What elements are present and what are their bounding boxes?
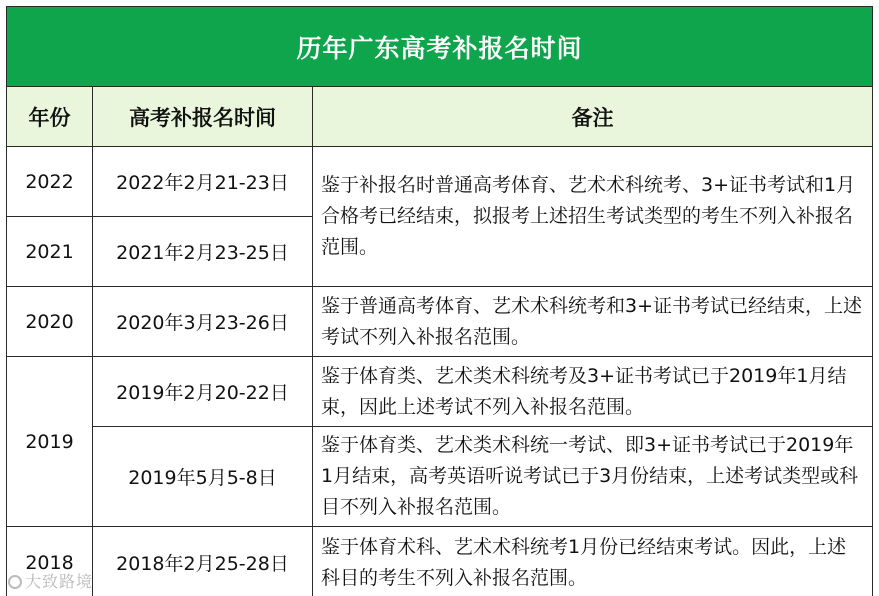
date-cell: 2022年2月21-23日 bbox=[93, 147, 313, 217]
watermark-text: 大致路境 bbox=[25, 572, 94, 591]
year-cell: 2020 bbox=[7, 287, 93, 357]
table-row bbox=[7, 357, 873, 427]
title-row bbox=[7, 7, 873, 87]
date-cell: 2019年2月20-22日 bbox=[93, 357, 313, 427]
date-cell: 2020年3月23-26日 bbox=[93, 287, 313, 357]
admission-table bbox=[6, 6, 873, 596]
watermark bbox=[8, 569, 93, 592]
date-cell: 2021年2月23-25日 bbox=[93, 217, 313, 287]
note-cell: 鉴于普通高考体育、艺术术科统考和3+证书考试已经结束，上述考试不列入补报名范围。 bbox=[313, 287, 873, 357]
note-cell: 鉴于补报名时普通高考体育、艺术术科统考、3+证书考试和1月合格考已经结束，拟报考上述招生考试类型的考生不列入补报名范围。 bbox=[313, 147, 873, 287]
header-note: 备注 bbox=[313, 87, 873, 147]
watermark-logo-icon bbox=[8, 575, 22, 589]
table-row bbox=[7, 427, 873, 527]
header-year: 年份 bbox=[7, 87, 93, 147]
year-cell: 2018 bbox=[7, 527, 93, 596]
table-row bbox=[7, 287, 873, 357]
note-cell: 鉴于体育类、艺术类术科统一考试、即3+证书考试已于2019年1月结束，高考英语听说考试已于3月份结束，上述考试类型或科目不列入补报名范围。 bbox=[313, 427, 873, 527]
header-row bbox=[7, 87, 873, 147]
note-cell: 鉴于体育类、艺术类术科统考及3+证书考试已于2019年1月结束，因此上述考试不列入补报名范围。 bbox=[313, 357, 873, 427]
table-title: 历年广东高考补报名时间 bbox=[7, 7, 873, 87]
year-cell: 2019 bbox=[7, 357, 93, 527]
year-cell: 2021 bbox=[7, 217, 93, 287]
note-cell: 鉴于体育术科、艺术术科统考1月份已经结束考试。因此，上述科目的考生不列入补报名范围。 bbox=[313, 527, 873, 596]
year-cell: 2022 bbox=[7, 147, 93, 217]
table-row bbox=[7, 527, 873, 596]
date-cell: 2018年2月25-28日 bbox=[93, 527, 313, 596]
date-cell: 2019年5月5-8日 bbox=[93, 427, 313, 527]
header-time: 高考补报名时间 bbox=[93, 87, 313, 147]
table-row bbox=[7, 147, 873, 217]
